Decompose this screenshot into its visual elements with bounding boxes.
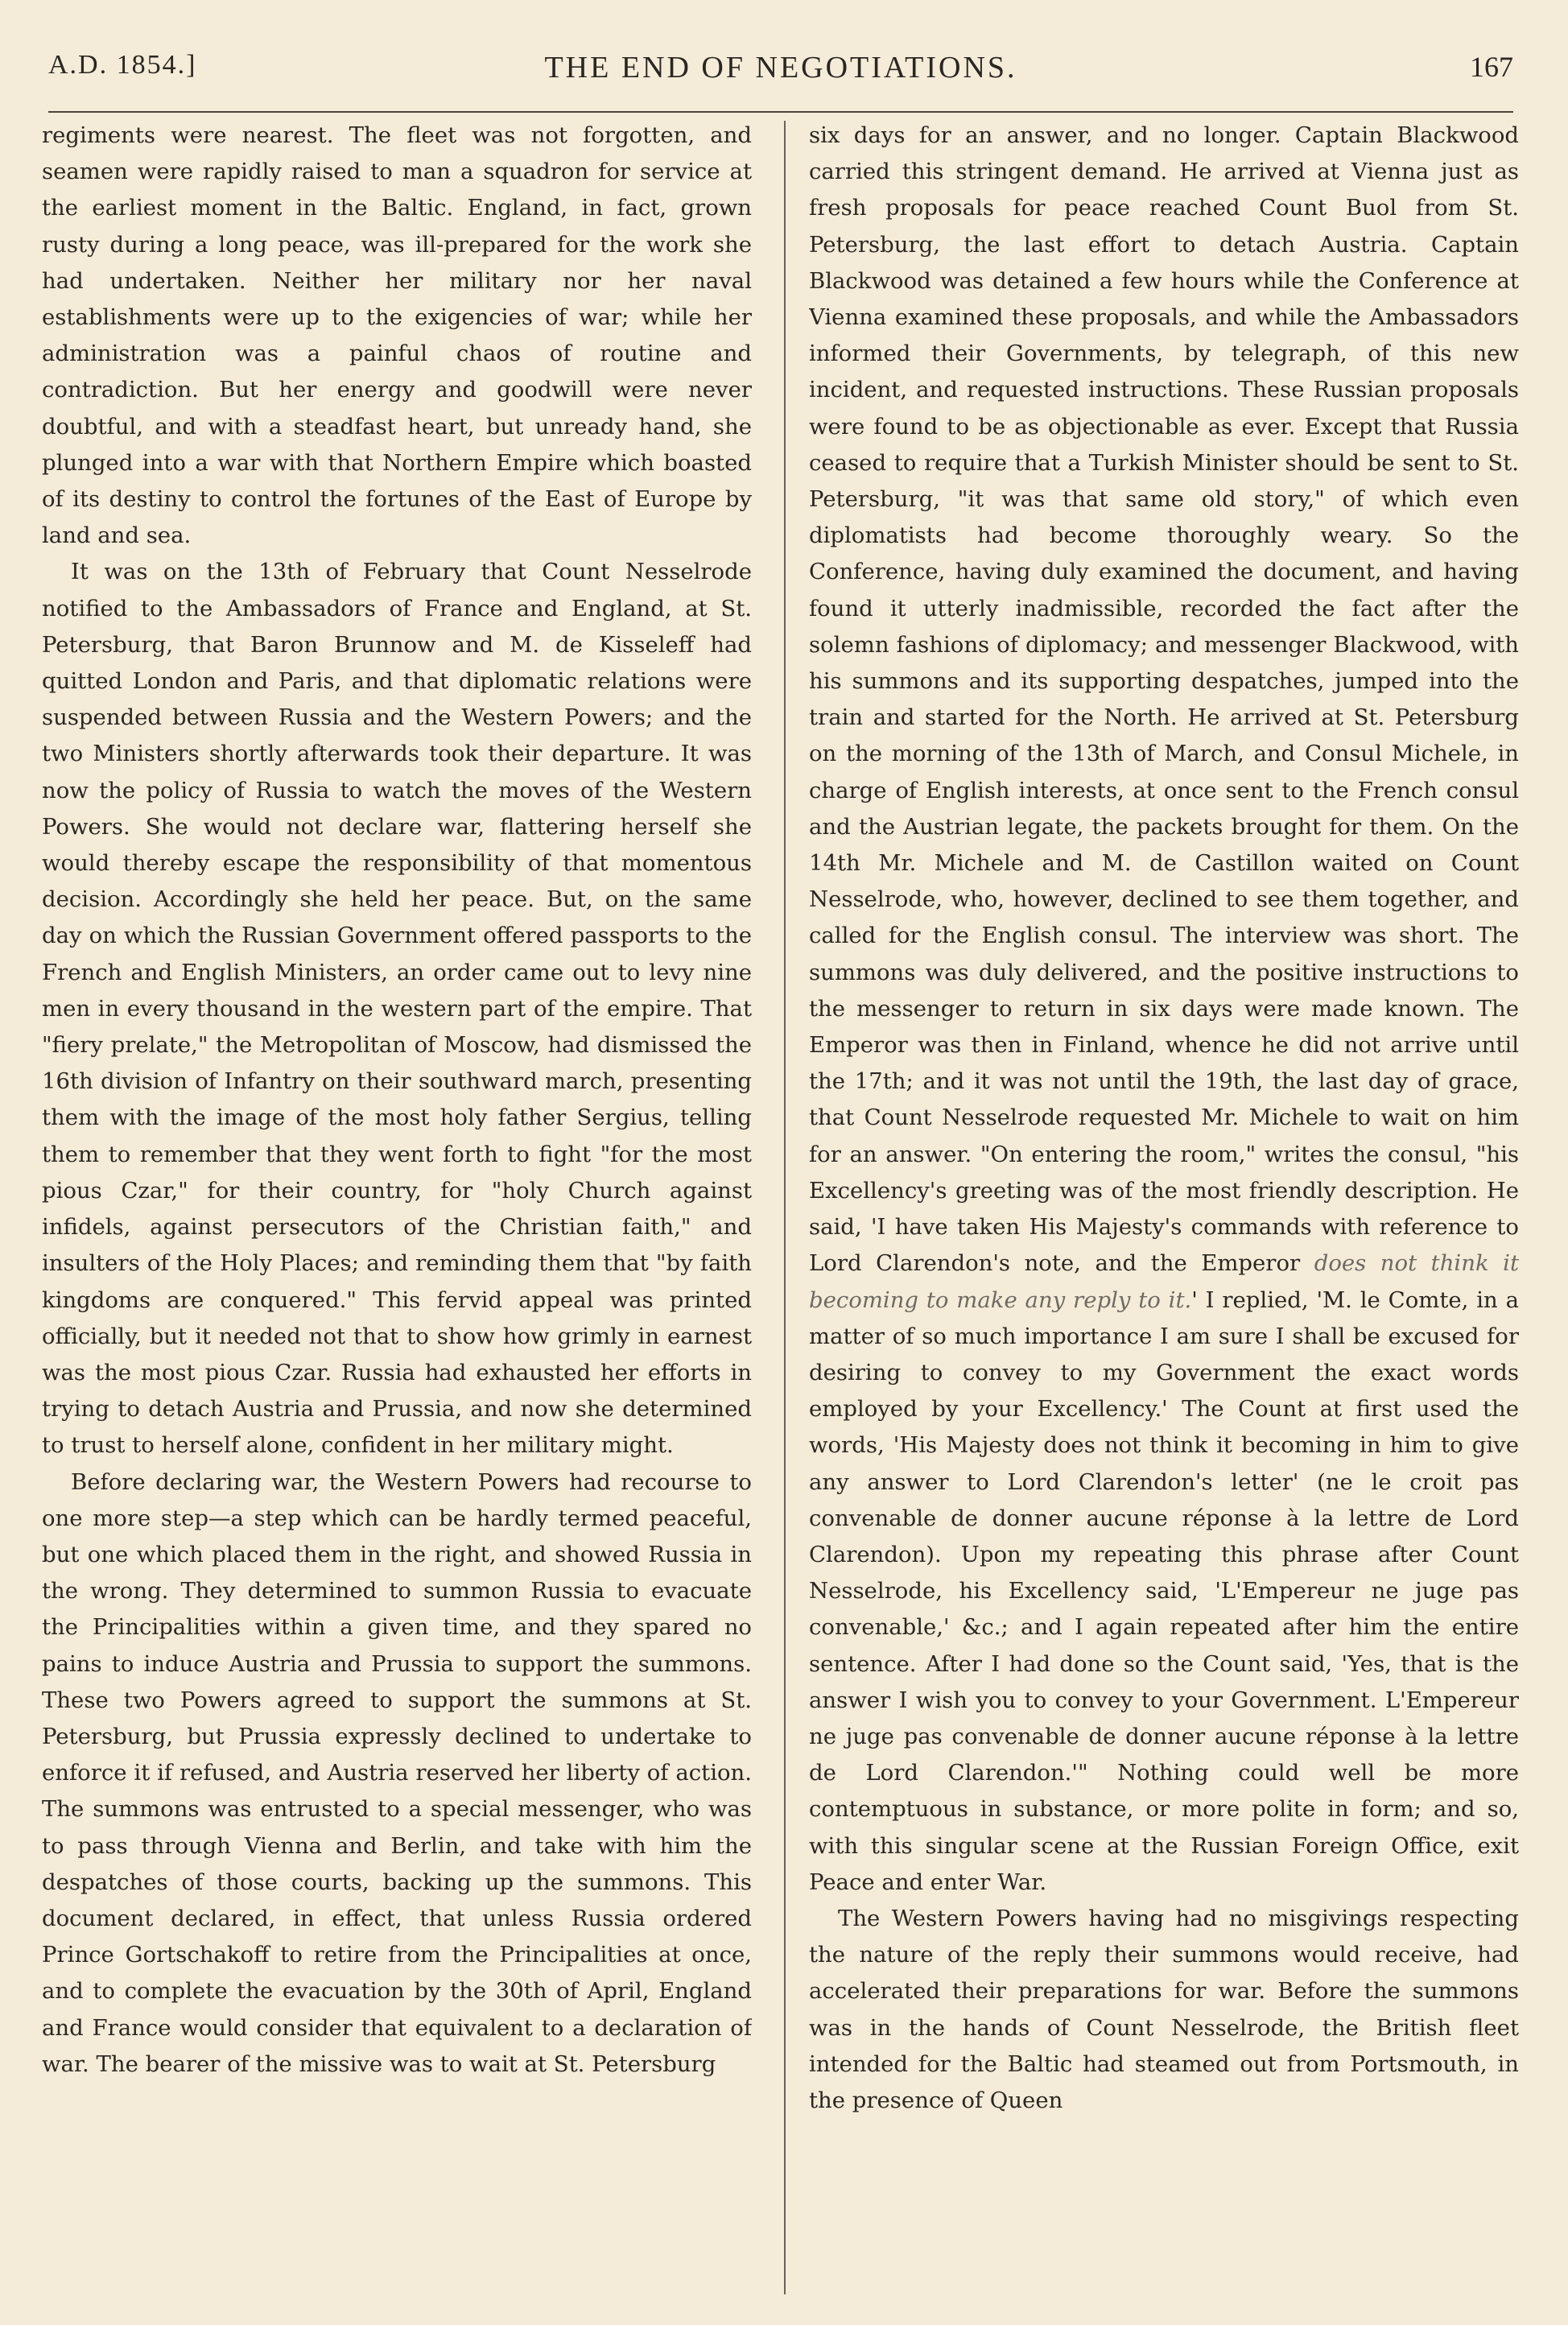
paragraph: The Western Powers having had no misgivings respecting the nature of the reply their summons would receive, had accelerated their preparations for war. Before the summons was in the hands of Count Nesselrode, the British fleet intended for the Baltic had steamed out from Portsmouth, in the presence of Queen <box>809 1905 1519 2113</box>
header-year: A.D. 1854.] <box>48 50 197 80</box>
header-rule <box>48 111 1513 113</box>
page-number: 167 <box>1470 51 1513 83</box>
paragraph: Before declaring war, the Western Powers had recourse to one more step—a step which can be hardly termed peaceful, but one which placed them in the right, and showed Russia in the wrong. They determined to summon Russia to evacuate the Principalities within a given time, and they spared no pains to induce Austria and Prussia to support the summons. These two Powers agreed to support the summons at St. Petersburg, but Prussia expressly declined to undertake to enforce it if refused, and Austria reserved her liberty of action. The summons was entrusted to a special messenger, who was to pass through Vienna and Berlin, and take with him the despatches of those courts, backing up the summons. This document declared, in effect, that unless Russia ordered Prince Gortschakoff to retire from the Principalities at once, and to complete the evacuation by the 30th of April, England and France would consider that equivalent to a declaration of war. The bearer of the missive was to wait at St. Petersburg <box>42 1468 752 2077</box>
italic-quote: does not think it becoming to make any reply to it. <box>809 1250 1519 1313</box>
paragraph <box>809 118 1519 1901</box>
left-column <box>42 118 752 2299</box>
paragraph-text: ' I replied, 'M. le Comte, in a matter of so much importance I am sure I shall be excused for desiring to convey to my Government the exact words employed by your Excellency.' The Count at first used the words, 'His Majesty does not think it becoming in him to give any answer to Lord Clarendon's letter' (ne le croit pas convenable de donner aucune réponse à la lettre de Lord Clarendon). Upon my repeating this phrase after Count Nesselrode, his Excellency said, 'L'Empereur ne juge pas convenable,' &c.; and I again repeated after him the entire sentence. After I had done so the Count said, 'Yes, that is the answer I wish you to convey to your Government. L'Empereur ne juge pas convenable de donner aucune réponse à la lettre de Lord Clarendon.'" Nothing could well be more contemptuous in substance, or more polite in form; and so, with this singular scene at the Russian Foreign Office, exit Peace and enter War. <box>809 1286 1519 1895</box>
paragraph-text: six days for an answer, and no longer. Captain Blackwood carried this stringent demand. He arrived at Vienna just as fresh proposals for peace reached Count Buol from St. Petersburg, the last effort to detach Austria. Captain Blackwood was detained a few hours while the Conference at Vienna examined these proposals, and while the Ambassadors informed their Governments, by telegraph, of this new incident, and requested instructions. These Russian proposals were found to be as objectionable as ever. Except that Russia ceased to require that a Turkish Minister should be sent to St. Petersburg, "it was that same old story," of which even diplomatists had become thoroughly weary. So the Conference, having duly examined the document, and having found it utterly inadmissible, recorded the fact after the solemn fashions of diplomacy; and messenger Blackwood, with his summons and its supporting despatches, jumped into the train and started for the North. He arrived at St. Petersburg on the morning of the 13th of March, and Consul Michele, in charge of English interests, at once sent to the French consul and the Austrian legate, the packets brought for them. On the 14th Mr. Michele and M. de Castillon waited on Count Nesselrode, who, however, declined to see them together, and called for the English consul. The interview was short. The summons was duly delivered, and the positive instructions to the messenger to return in six days were made known. The Emperor was then in Finland, whence he did not arrive until the 17th; and it was not until the 19th, the last day of grace, that Count Nesselrode requested Mr. Michele to wait on him for an answer. "On entering the room," writes the consul, "his Excellency's greeting was of the most friendly description. He said, 'I have taken His Majesty's commands with reference to Lord Clarendon's note, and the Emperor <box>809 122 1519 1277</box>
paragraph: It was on the 13th of February that Count Nesselrode notified to the Ambassadors of France and England, at St. Petersburg, that Baron Brunnow and M. de Kisseleff had quitted London and Paris, and that diplomatic relations were suspended between Russia and the Western Powers; and the two Ministers shortly afterwards took their departure. It was now the policy of Russia to watch the moves of the Western Powers. She would not declare war, flattering herself she would thereby escape the responsibility of that momentous decision. Accordingly she held her peace. But, on the same day on which the Russian Government offered passports to the French and English Ministers, an order came out to levy nine men in every thousand in the western part of the empire. That "fiery prelate," the Metropolitan of Moscow, had dismissed the 16th division of Infantry on their southward march, presenting them with the image of the most holy father Sergius, telling them to remember that they went forth to fight "for the most pious Czar," for their country, for "holy Church against infidels, against persecutors of the Christian faith," and insulters of the Holy Places; and reminding them that "by faith kingdoms are conquered." This fervid appeal was printed officially, but it needed not that to show how grimly in earnest was the most pious Czar. Russia had exhausted her efforts in trying to detach Austria and Prussia, and now she determined to trust to herself alone, confident in her military might. <box>42 559 752 1459</box>
column-divider <box>784 121 786 2294</box>
running-header <box>48 50 1513 90</box>
header-title: THE END OF NEGOTIATIONS. <box>544 51 1017 85</box>
right-column <box>809 118 1519 2299</box>
paragraph: regiments were nearest. The fleet was not forgotten, and seamen were rapidly raised to man a squadron for service at the earliest moment in the Baltic. England, in fact, grown rusty during a long peace, was ill-prepared for the work she had undertaken. Neither her military nor her naval establishments were up to the exigencies of war; while her administration was a painful chaos of routine and contradiction. But her energy and goodwill were never doubtful, and with a steadfast heart, but unready hand, she plunged into a war with that Northern Empire which boasted of its destiny to control the fortunes of the East of Europe by land and sea. <box>42 122 752 549</box>
